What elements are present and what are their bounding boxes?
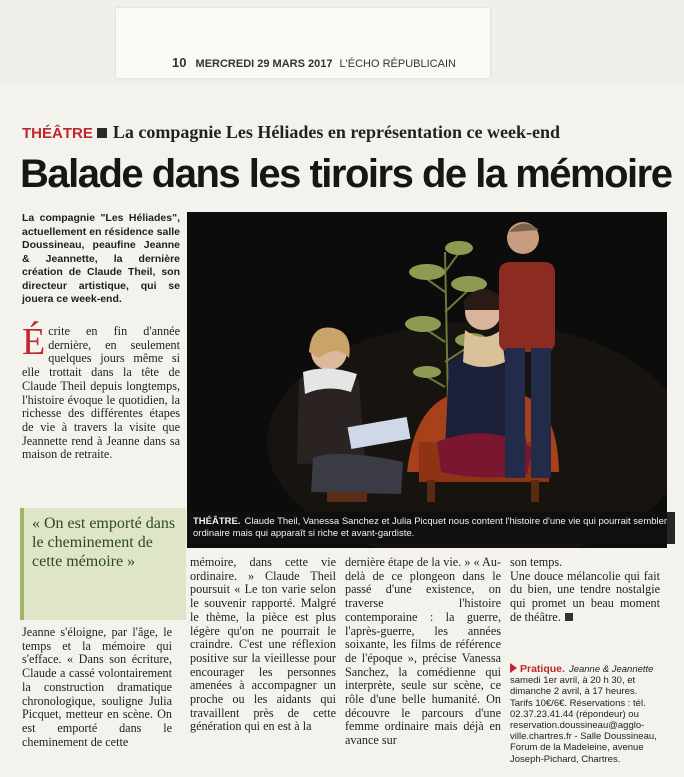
paragraph-2: Jeanne s'éloigne, par l'âge, le temps et la mémoire qui s'efface. « Dans son écriture, Claude a cassé volontairement la construction dramatique chronologique, souligne Julia Picquet, metteur en scène. On est emporté dans le cheminement de cette — [22, 625, 172, 749]
issue-date: MERCREDI 29 MARS 2017 — [195, 58, 333, 70]
caption-text: Claude Theil, Vanessa Sanchez et Julia Picquet nous content l'histoire d'une vie qui pourrait sembler ordinaire mais qui apparaît si riche et avant-gardiste. — [193, 516, 668, 539]
practical-info-box — [510, 663, 662, 765]
arrow-icon — [510, 663, 517, 673]
practical-text: samedi 1er avril, à 20 h 30, et dimanche 2 avril, à 17 heures. Tarifs 10€/6€. Réservations : tél. 02.37.23.41.44 (répondeur) ou reservation.doussineau@agglo-ville.chartres.fr - Salle Doussineau, Forum de la Madeleine, avenue Joseph-Pichard, Chartres. — [510, 675, 657, 765]
article-lead: La compagnie "Les Héliades", actuellement en résidence salle Doussineau, peaufine Jeanne & Jeannette, la dernière création de Claude Theil, son directeur artistique, qui se jouera ce week-end. — [22, 212, 180, 305]
kicker-square-icon — [97, 128, 107, 138]
column-4-text-b: Une douce mélancolie qui fait du bien, une tendre nostalgie qui promet un beau moment de théâtre. — [510, 568, 660, 624]
end-square-icon — [565, 613, 573, 621]
article-kicker — [22, 122, 560, 143]
paragraph-1: crite en fin d'année dernière, en seulement quelques jours même si elle trottait dans la tête de Claude Theil depuis longtemps, l'histoire évoque le quotidien, la richesse des différentes étapes de vie à travers la visite que Jeannette rend à Jeanne dans sa maison de retraite. — [22, 324, 180, 462]
stage-photo-illustration — [187, 212, 667, 548]
article-column-3 — [345, 556, 501, 748]
caption-label: THÉÂTRE. — [193, 516, 241, 527]
drop-cap: É — [22, 321, 46, 363]
column-2-text: mémoire, dans cette vie ordinaire. » Claude Theil poursuit « Le ton varie selon le souvenir rapporté. Malgré le thème, la pièce est plus légère qu'on ne pourrait le craindre. C'est une réflexion positive sur la vieillesse pour encourager les personnes amenées à accompagner un proche ou les aidants qui travaillent près de cette génération qui en est à la — [190, 555, 336, 734]
column-3-text: dernière étape de la vie. » « Au-delà de ce plongeon dans le passé d'une existence, on traverse l'histoire contemporaine : la guerre, l'après-guerre, les années soixante, les films de référence de l'époque », précise Vanessa Sanchez, la comédienne qui interprète, seule sur scène, ce rôle d'une belle humanité. On découvre le parcours d'une femme ordinaire mais déjà en avance sur — [345, 555, 501, 748]
article-column-4 — [510, 556, 660, 625]
article-column-1-bottom — [22, 626, 172, 749]
column-4-text-a: son temps. — [510, 555, 563, 569]
pull-quote: « On est emporté dans le cheminement de cette mémoire » — [20, 508, 186, 620]
article-column-2 — [190, 556, 336, 734]
photo-caption — [187, 512, 675, 544]
article-column-1 — [22, 321, 180, 462]
practical-title: Jeanne & Jeannette — [568, 664, 654, 675]
section-label: THÉÂTRE — [22, 125, 93, 142]
publication-name: L'ÉCHO RÉPUBLICAIN — [339, 58, 456, 70]
practical-label: Pratique. — [520, 663, 565, 675]
article-photo — [187, 212, 667, 548]
kicker-text: La compagnie Les Héliades en représentation ce week-end — [112, 122, 560, 142]
page-header — [172, 55, 456, 70]
page-number: 10 — [172, 55, 187, 70]
headline: Balade dans les tiroirs de la mémoire — [20, 152, 672, 196]
